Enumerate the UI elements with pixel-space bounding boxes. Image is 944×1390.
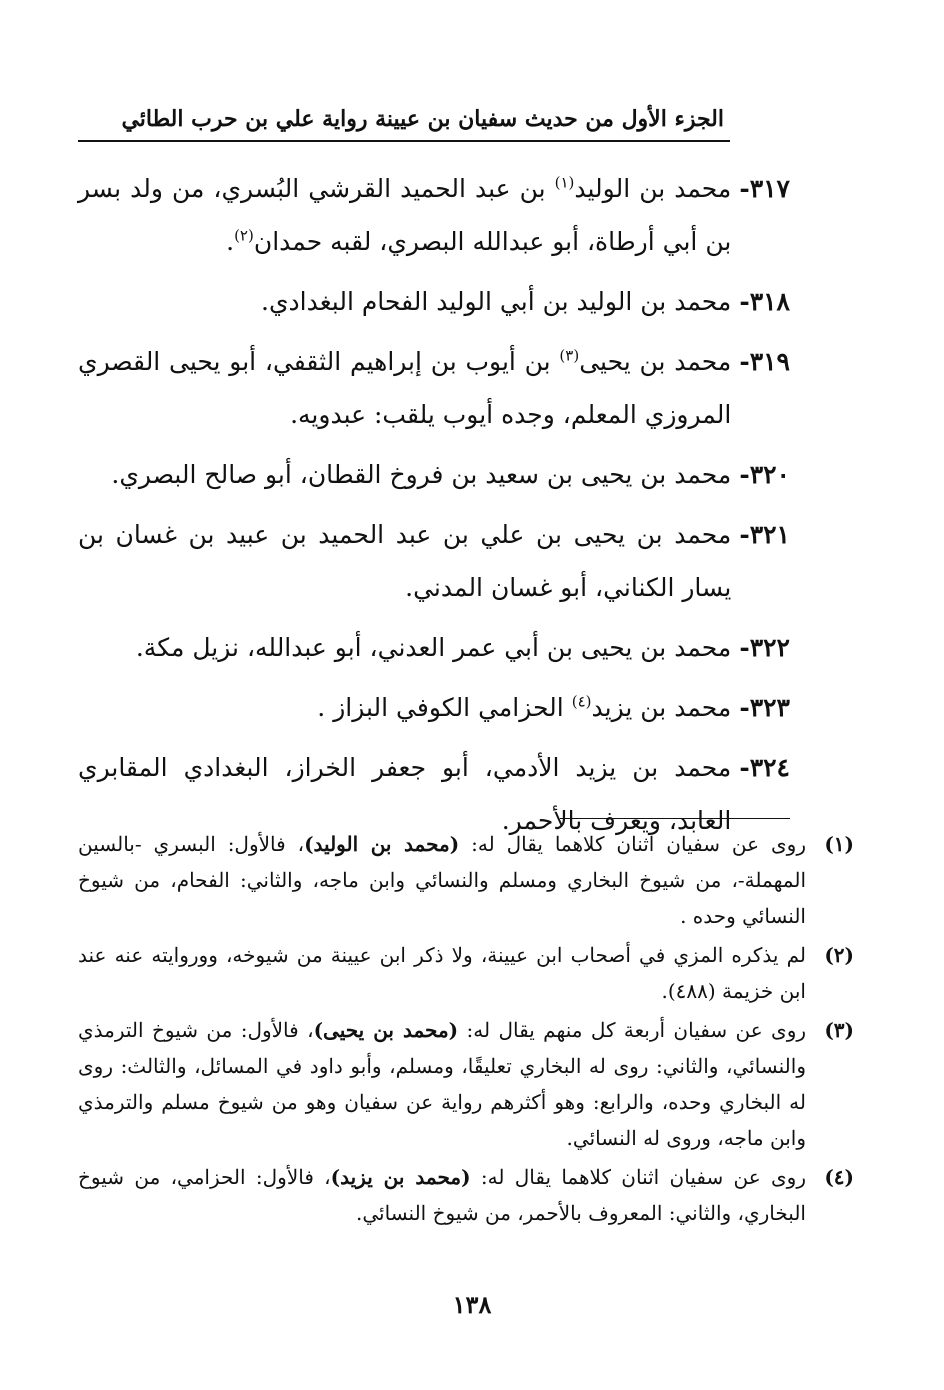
narrator-entry (78, 621, 790, 674)
footnote-text (78, 1159, 806, 1231)
entry-text (78, 275, 731, 328)
entry-text (78, 621, 731, 674)
text-run: ، فالأول: من شيوخ الترمذي والنسائي، والثاني: روى له البخاري تعليقًا، ومسلم، وأبو داود في المسائل، والثالث: روى له البخاري وحده، والرابع: وهو أكثرهم رواية عن سفيان وهو من شيوخ مسلم والترمذي وابن ماجه، وروى له النسائي. (78, 1018, 807, 1150)
text-run: ، فالأول: الحزامي، من شيوخ البخاري، والثاني: المعروف بالأحمر، من شيوخ النسائي. (78, 1165, 806, 1225)
narrator-name: (محمد بن الوليد) (304, 832, 460, 856)
header-rule (78, 140, 730, 142)
entry-number: ٣٢٣- (739, 693, 790, 722)
footnote-number: (٣) (824, 1018, 854, 1042)
footnote-ref: (٢) (234, 226, 254, 245)
running-header: الجزء الأول من حديث سفيان بن عيينة رواية علي بن حرب الطائي (121, 106, 724, 132)
entry-text (78, 162, 731, 268)
text-run: روى عن سفيان اثنان كلاهما يقال له: (459, 832, 806, 856)
footnote-text (78, 826, 806, 934)
narrator-entry (78, 335, 790, 441)
entry-number: ٣١٧- (739, 174, 790, 203)
narrator-name: (محمد بن يزيد) (330, 1165, 471, 1189)
entry-number: ٣٢٢- (739, 633, 790, 662)
narrator-entry (78, 448, 790, 501)
text-run: روى عن سفيان اثنان كلاهما يقال له: (470, 1165, 806, 1189)
text-run: روى عن سفيان أربعة كل منهم يقال له: (458, 1018, 807, 1042)
text-run: محمد بن يزيد (591, 693, 732, 722)
footnote-number: (٢) (824, 943, 854, 967)
text-run: الحزامي الكوفي البزاز . (317, 693, 572, 722)
footnote (78, 826, 854, 934)
entries-list (78, 162, 790, 854)
entry-number: ٣١٩- (739, 347, 790, 376)
text-run: محمد بن يحيى بن سعيد بن فروخ القطان، أبو صالح البصري. (111, 460, 732, 489)
text-run: محمد بن يزيد الأدمي، أبو جعفر الخراز، البغدادي المقابري العابد، ويعرف بالأحمر. (78, 753, 732, 835)
narrator-entry (78, 508, 790, 614)
entry-number: ٣٢٤- (739, 753, 790, 782)
page-number: ١٣٨ (452, 1290, 492, 1319)
text-run: محمد بن يحيى (579, 347, 732, 376)
text-run: محمد بن يحيى بن علي بن عبد الحميد بن عبيد بن غسان بن يسار الكناني، أبو غسان المدني. (78, 520, 732, 602)
narrator-name: (محمد بن يحيى) (313, 1018, 459, 1042)
text-run: . (226, 227, 235, 256)
narrator-entry (78, 681, 790, 734)
footnotes-list (78, 826, 854, 1234)
text-run: بن عبد الحميد القرشي البُسري، من ولد بسر بن أبي أرطاة، أبو عبدالله البصري، لقبه حمدان (78, 174, 732, 256)
footnote (78, 1012, 854, 1156)
entry-text (78, 508, 731, 614)
text-run: محمد بن الوليد (574, 174, 732, 203)
text-run: ، فالأول: البسري -بالسين المهملة-، من شيوخ البخاري ومسلم والنسائي وابن ماجه، والثاني: الفحام، من شيوخ النسائي وحده . (78, 832, 806, 928)
entry-number: ٣١٨- (739, 287, 790, 316)
footnote-number: (٤) (824, 1165, 854, 1189)
narrator-entry (78, 275, 790, 328)
entry-text (78, 681, 731, 734)
entry-text (78, 335, 731, 441)
entry-text (78, 448, 731, 501)
footnote-number: (١) (824, 832, 854, 856)
narrator-entry (78, 162, 790, 268)
footnote-separator (560, 818, 790, 819)
text-run: لم يذكره المزي في أصحاب ابن عيينة، ولا ذكر ابن عيينة من شيوخه، ووروايته عنه عند ابن خزيمة (٤٨٨). (78, 943, 806, 1003)
footnote-ref: (٤) (571, 692, 592, 711)
entry-number: ٣٢٠- (739, 460, 790, 489)
text-run: محمد بن الوليد بن أبي الوليد الفحام البغدادي. (261, 287, 732, 316)
footnote-ref: (١) (554, 173, 575, 192)
entry-number: ٣٢١- (739, 520, 790, 549)
footnote (78, 1159, 854, 1231)
text-run: بن أيوب بن إبراهيم الثقفي، أبو يحيى القصري المروزي المعلم، وجده أيوب يلقب: عبدويه. (78, 347, 732, 429)
text-run: محمد بن يحيى بن أبي عمر العدني، أبو عبدالله، نزيل مكة. (135, 633, 732, 662)
footnote-text (78, 937, 806, 1009)
footnote-text (78, 1012, 806, 1156)
footnote (78, 937, 854, 1009)
footnote-ref: (٣) (559, 346, 580, 365)
